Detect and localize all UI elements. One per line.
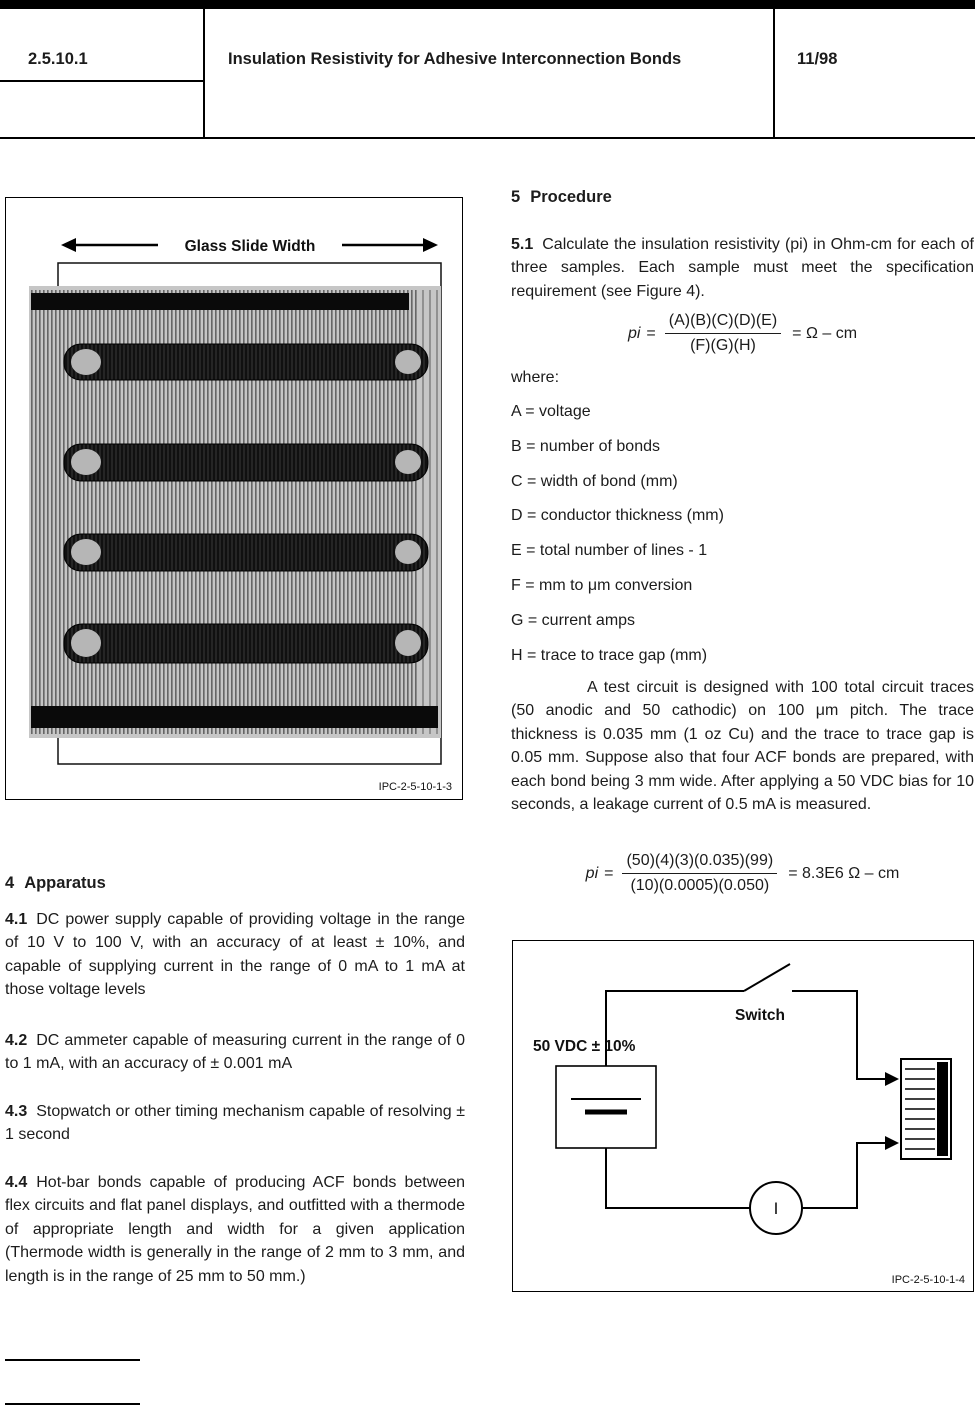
- apparatus-item-42-number: 4.2: [5, 1032, 28, 1049]
- battery-symbol: [556, 1066, 656, 1148]
- formula-example-variable: pi: [585, 864, 599, 882]
- apparatus-heading-number: 4: [5, 874, 15, 892]
- formula-example-result: = 8.3E6 Ω – cm: [788, 864, 900, 882]
- apparatus-item-41-number: 4.1: [5, 911, 28, 928]
- apparatus-item-44-number: 4.4: [5, 1174, 28, 1191]
- formula-general: [511, 312, 974, 355]
- procedure-heading-number: 5: [511, 188, 521, 206]
- procedure-para-51-text: Calculate the insulation resistivity (pi) in Ohm-cm for each of three samples. Each sample must meet the specification requirement (see Figure 4).: [511, 236, 974, 300]
- acf-bond-band-2: [64, 444, 428, 481]
- formula-example-equals: =: [604, 864, 614, 882]
- header-bottom-rule: [0, 137, 975, 139]
- section-number-underline: [0, 80, 203, 82]
- switch-label: Switch: [735, 1007, 785, 1024]
- formula-example: [511, 852, 974, 895]
- revision-date: 11/98: [797, 50, 838, 68]
- footnote-rule-1: [5, 1359, 140, 1361]
- ammeter-label: I: [773, 1199, 779, 1218]
- figure-test-circuit: [512, 940, 974, 1292]
- section-number: 2.5.10.1: [28, 50, 88, 68]
- apparatus-item-43-number: 4.3: [5, 1103, 28, 1120]
- formula-general-equals: =: [646, 324, 656, 342]
- procedure-heading-text: Procedure: [530, 188, 612, 206]
- header-divider-left: [203, 9, 205, 137]
- acf-bond-band-3: [64, 534, 428, 571]
- apparatus-item-41: [5, 908, 465, 1002]
- definition-f: F = mm to μm conversion: [511, 576, 693, 594]
- apparatus-item-44-text: Hot-bar bonds capable of producing ACF bonds between flex circuits and flat panel displays, and outfitted with a thermode of appropriate length and width for a given application (Thermode width is generally in the range of 2 mm to 3 mm, and length is in the range of 25 mm to 50 mm.): [5, 1174, 465, 1285]
- apparatus-item-43-text: Stopwatch or other timing mechanism capable of resolving ± 1 second: [5, 1103, 465, 1144]
- definition-b: B = number of bonds: [511, 437, 660, 455]
- definition-c: C = width of bond (mm): [511, 472, 678, 490]
- where-label: where:: [511, 369, 560, 386]
- glass-slide-width-label: Glass Slide Width: [184, 238, 316, 255]
- glass-slide-drawing: [6, 198, 461, 798]
- apparatus-item-42-text: DC ammeter capable of measuring current in the range of 0 to 1 mA, with an accuracy of ± 0.001 mA: [5, 1032, 465, 1073]
- figure-circuit-caption: IPC-2-5-10-1-4: [891, 1274, 965, 1286]
- voltage-source-label: 50 VDC ± 10%: [533, 1038, 636, 1055]
- apparatus-heading: [5, 874, 106, 893]
- definition-e: E = total number of lines - 1: [511, 542, 708, 560]
- ammeter-symbol: [606, 1136, 899, 1234]
- procedure-para-51: [511, 233, 974, 303]
- acf-bond-band-4: [64, 624, 428, 663]
- top-black-bar: [0, 0, 975, 9]
- definition-a: A = voltage: [511, 403, 591, 420]
- apparatus-item-43: [5, 1100, 465, 1147]
- formula-general-variable: pi: [627, 324, 641, 342]
- definition-h: H = trace to trace gap (mm): [511, 646, 708, 664]
- procedure-para-51-number: 5.1: [511, 236, 534, 253]
- formula-general-denominator: (F)(G)(H): [690, 337, 756, 354]
- procedure-example-paragraph: A test circuit is designed with 100 total circuit traces (50 anodic and 50 cathodic) on 100 μm pitch. The trace thickness is 0.035 mm (1 oz Cu) and the trace to trace gap is 0.05 mm. Suppose also that four ACF bonds are prepared, with each bond being 3 mm wide. After applying a 50 VDC bias for 10 seconds, a leakage current of 0.5 mA is measured.: [511, 679, 974, 814]
- apparatus-item-41-text: DC power supply capable of providing voltage in the range of 10 V to 100 V, with an accuracy of at least ± 10%, and capable of supplying current in the range of 0 mA to 1 mA at those voltage levels: [5, 911, 465, 999]
- definition-g: G = current amps: [511, 611, 636, 629]
- test-circuit-drawing: [513, 941, 972, 1290]
- apparatus-item-42: [5, 1029, 465, 1076]
- figure-slide-caption: IPC-2-5-10-1-3: [378, 781, 452, 793]
- apparatus-heading-text: Apparatus: [24, 874, 106, 892]
- procedure-heading: [511, 188, 612, 207]
- page-title: Insulation Resistivity for Adhesive Interconnection Bonds: [228, 50, 682, 68]
- acf-bond-band-1: [64, 344, 428, 380]
- formula-general-result: = Ω – cm: [792, 324, 858, 342]
- footnote-rule-2: [5, 1403, 140, 1405]
- formula-example-fraction: [622, 852, 777, 895]
- figure-glass-slide: [5, 197, 463, 800]
- definition-d: D = conductor thickness (mm): [511, 507, 724, 525]
- connector-symbol: [901, 1059, 951, 1159]
- header-divider-right: [773, 9, 775, 137]
- variable-definitions: [511, 400, 974, 678]
- formula-general-numerator: (A)(B)(C)(D)(E): [665, 312, 781, 334]
- formula-general-fraction: [665, 312, 781, 355]
- formula-example-denominator: (10)(0.0005)(0.050): [630, 877, 770, 894]
- formula-example-numerator: (50)(4)(3)(0.035)(99): [622, 852, 777, 874]
- apparatus-item-44: [5, 1171, 465, 1288]
